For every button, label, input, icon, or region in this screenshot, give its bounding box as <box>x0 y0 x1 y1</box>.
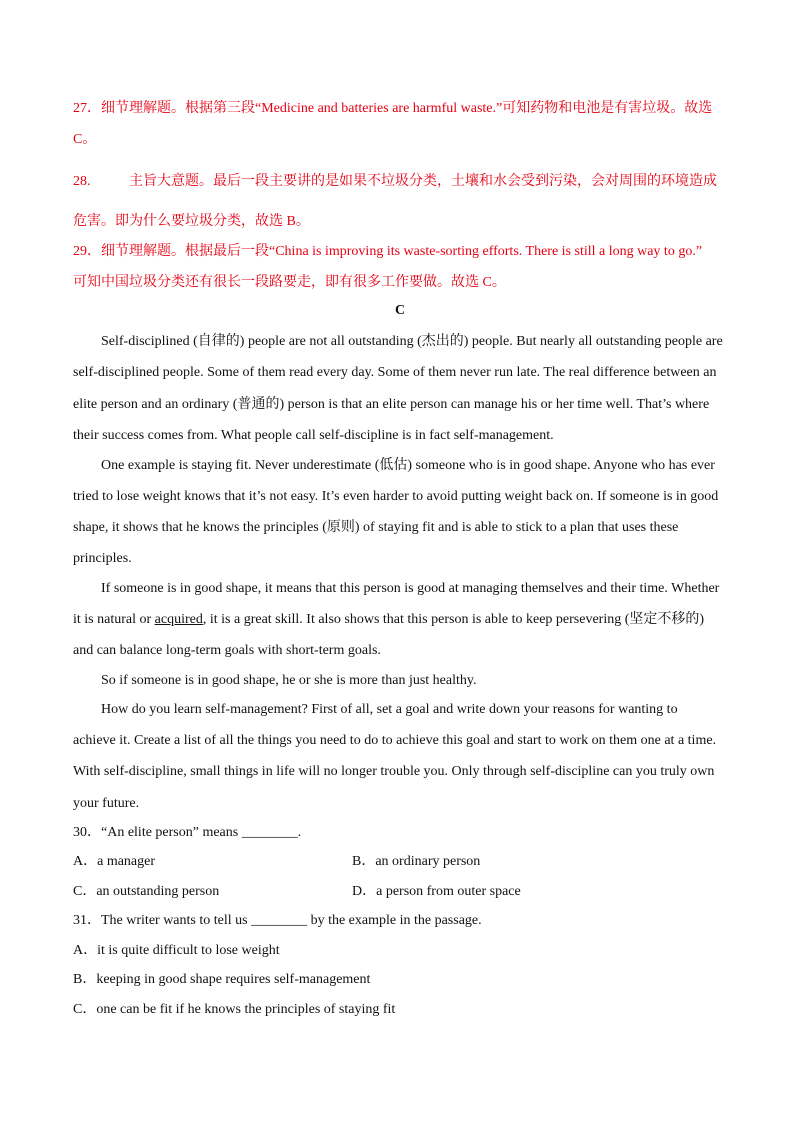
answer-28-line2: 危害。即为什么要垃圾分类，故选 B。 <box>73 214 310 229</box>
passage-line: and can balance long-term goals with short-term goals. <box>73 643 381 658</box>
question-30-option-c: C．an outstanding person <box>73 884 220 899</box>
passage-line: principles. <box>73 551 132 566</box>
passage-line: tried to lose weight knows that it’s not easy. It’s even harder to avoid putting weight back on. If someone is in good <box>73 489 719 504</box>
passage-line: Self-disciplined (自律的) people are not all outstanding (杰出的) people. But nearly all outstanding people are <box>101 334 723 349</box>
passage-line: shape, it shows that he knows the principles (原则) of staying fit and is able to stick to a plan that uses these <box>73 520 679 535</box>
passage-line: your future. <box>73 796 140 811</box>
question-30-option-a: A．a manager <box>73 854 156 869</box>
question-31-option-a: A．it is quite difficult to lose weight <box>73 943 280 958</box>
passage-line: achieve it. Create a list of all the things you need to do to achieve this goal and start to work on them one at a time. <box>73 733 717 748</box>
answer-27-line2: C。 <box>73 132 97 147</box>
answer-29-line1: 29．细节理解题。根据最后一段“China is improving its waste-sorting efforts. There is still a long way to go.” <box>73 244 703 259</box>
question-30-stem: 30．“An elite person” means ________. <box>73 825 302 840</box>
passage-text: it is natural or <box>73 612 155 627</box>
question-31-stem: 31．The writer wants to tell us ________ by the example in the passage. <box>73 913 482 928</box>
question-30-option-d: D．a person from outer space <box>352 884 521 899</box>
passage-line: If someone is in good shape, it means that this person is good at managing themselves and their time. Whether <box>101 581 720 596</box>
passage-line: their success comes from. What people call self-discipline is in fact self-management. <box>73 428 554 443</box>
passage-line: One example is staying fit. Never underestimate (低估) someone who is in good shape. Anyone who has ever <box>101 458 715 473</box>
passage-line: So if someone is in good shape, he or she is more than just healthy. <box>101 673 477 688</box>
passage-line: How do you learn self-management? First of all, set a goal and write down your reasons for wanting to <box>101 702 678 717</box>
answer-28-number: 28. <box>73 174 91 189</box>
passage-line: elite person and an ordinary (普通的) person is that an elite person can manage his or her time well. That’s where <box>73 397 710 412</box>
question-30-option-b: B．an ordinary person <box>352 854 481 869</box>
underlined-word-acquired: acquired <box>154 612 203 627</box>
answer-29-line2: 可知中国垃圾分类还有很长一段路要走，即有很多工作要做。故选 C。 <box>73 275 506 290</box>
question-31-option-b: B．keeping in good shape requires self-management <box>73 972 371 987</box>
passage-text: , it is a great skill. It also shows that this person is able to keep persevering (坚定不移的) <box>202 612 705 627</box>
passage-line: With self-discipline, small things in life will no longer trouble you. Only through self-discipline can you truly own <box>73 764 715 779</box>
answer-28-line1: 主旨大意题。最后一段主要讲的是如果不垃圾分类，土壤和水会受到污染，会对周围的环境造成 <box>129 174 717 189</box>
passage-line <box>73 611 704 629</box>
answer-27-line1: 27．细节理解题。根据第三段“Medicine and batteries are harmful waste.”可知药物和电池是有害垃圾。故选 <box>73 101 713 116</box>
section-title: C <box>394 303 406 318</box>
question-31-option-c: C．one can be fit if he knows the principles of staying fit <box>73 1002 396 1017</box>
passage-line: self-disciplined people. Some of them read every day. Some of them never run late. The real difference between an <box>73 365 717 380</box>
